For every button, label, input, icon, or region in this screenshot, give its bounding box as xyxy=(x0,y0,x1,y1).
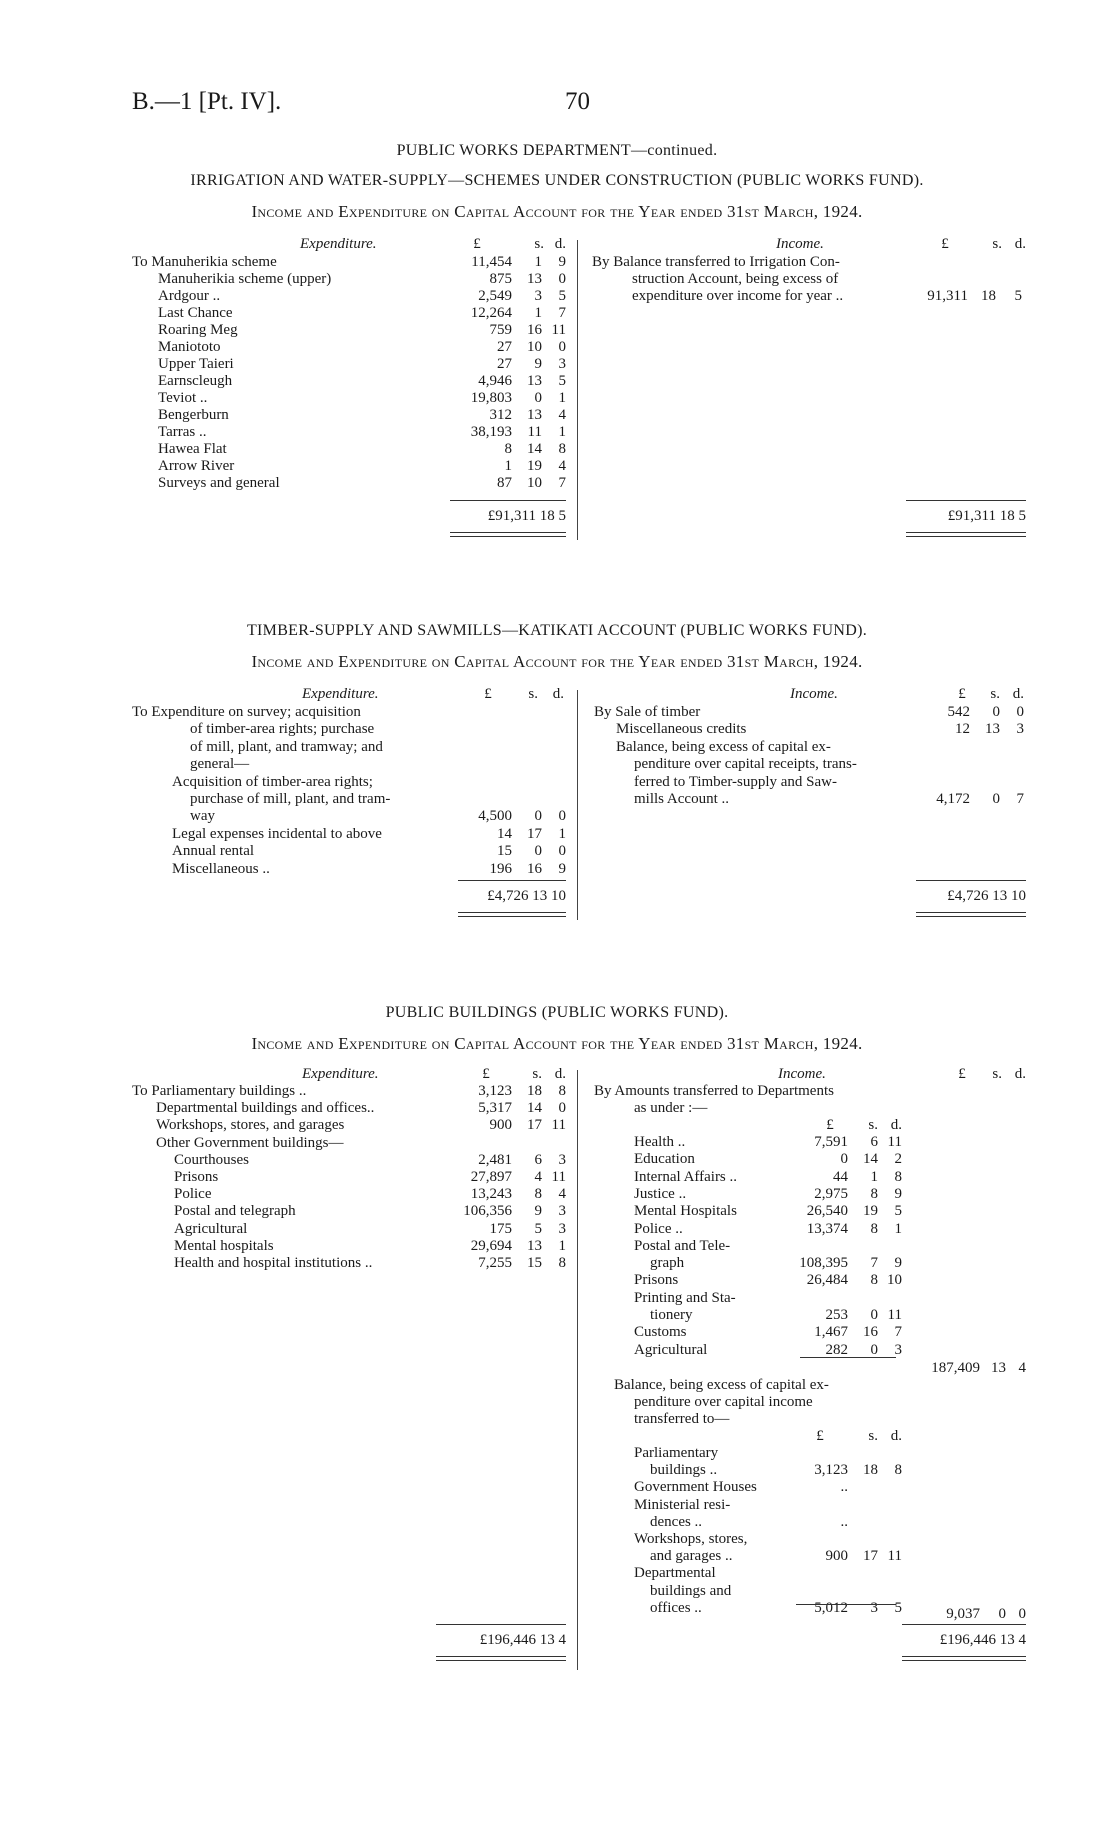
amount-shillings: 17 xyxy=(527,1117,542,1134)
amount-pounds: 27,897 xyxy=(470,1169,512,1185)
amount-pounds: 875 xyxy=(489,271,512,287)
department-title: PUBLIC WORKS DEPARTMENT—continued. xyxy=(396,142,718,159)
balance-label: Parliamentary xyxy=(634,1445,719,1461)
col-pence: d. xyxy=(1012,686,1024,702)
balance-line: Balance, being excess of capital ex- xyxy=(614,1377,829,1393)
amount-pounds: 11,454 xyxy=(471,254,512,270)
amount-shillings: 6 xyxy=(870,1134,878,1150)
amount-shillings: 13 xyxy=(985,721,1000,738)
amount-pounds: 27 xyxy=(497,339,512,355)
expenditure-item-label: Other Government buildings— xyxy=(156,1134,344,1151)
timber-subheading: Income and Expenditure on Capital Account for the Year ended 31st March, 1924. xyxy=(251,652,863,671)
amount-pence: 7 xyxy=(1016,791,1024,807)
timber-expenditure-total: £4,726 13 10 xyxy=(487,888,566,904)
amount-pounds: 900 xyxy=(825,1548,848,1565)
department-label: Mental Hospitals xyxy=(634,1203,737,1220)
amount-pounds: 5,317 xyxy=(478,1100,512,1117)
department-label: Postal and Tele- xyxy=(634,1237,731,1254)
amount-pounds: 2,549 xyxy=(478,288,512,304)
expenditure-item-label: Hawea Flat xyxy=(158,441,227,457)
amount-shillings: 9 xyxy=(534,356,542,372)
col-pounds: £ xyxy=(958,1066,966,1082)
amount-pence: 0 xyxy=(1018,1606,1026,1622)
col-shillings: s. xyxy=(534,236,544,252)
expenditure-line: Acquisition of timber-area rights; xyxy=(172,773,373,790)
amount-pence: 3 xyxy=(894,1341,902,1358)
irrigation-subheading: Income and Expenditure on Capital Account for the Year ended 31st March, 1924. xyxy=(251,202,863,221)
amount-pence: 5 xyxy=(558,373,566,389)
expenditure-item-label: To Manuherikia scheme xyxy=(132,254,277,270)
expenditure-item-label: Health and hospital institutions .. xyxy=(174,1255,373,1271)
expenditure-item-label: Bengerburn xyxy=(158,407,229,423)
amount-shillings: 9 xyxy=(534,1203,542,1220)
amount-pounds: 187,409 xyxy=(931,1360,980,1376)
col-shillings: s. xyxy=(992,236,1002,252)
amount-pounds: 4,172 xyxy=(936,791,970,807)
amount-shillings: 8 xyxy=(870,1220,878,1237)
amount-pounds: 91,311 xyxy=(927,288,968,304)
amount-pence: 11 xyxy=(887,1134,902,1150)
balance-label: Government Houses xyxy=(634,1479,757,1496)
timber-income-total: £4,726 13 10 xyxy=(947,888,1026,904)
balance-label: buildings .. xyxy=(650,1462,718,1479)
total-rule xyxy=(450,500,566,501)
amount-pounds: 7,591 xyxy=(814,1134,848,1150)
expenditure-item-label: Arrow River xyxy=(158,458,235,474)
income-line: penditure over capital receipts, trans- xyxy=(634,756,857,773)
amount-pence: 4 xyxy=(558,458,566,474)
amount-pounds: 196 xyxy=(489,860,512,877)
expenditure-item-label: Workshops, stores, and garages xyxy=(156,1117,345,1134)
amount-shillings: 10 xyxy=(527,339,542,355)
amount-pounds: 4,946 xyxy=(478,373,512,389)
amount-pence: 8 xyxy=(558,1083,566,1099)
irrigation-income-line: expenditure over income for year .. xyxy=(632,288,844,304)
col-pounds: £ xyxy=(816,1428,824,1444)
balance-label: offices .. xyxy=(650,1599,702,1616)
total-rule xyxy=(906,500,1026,501)
amount-pence: 3 xyxy=(558,356,566,372)
expenditure-item-label: Surveys and general xyxy=(158,475,280,491)
expenditure-item-label: Prisons xyxy=(174,1169,219,1185)
amount-pounds: 1 xyxy=(504,458,512,474)
amount-pence: 9 xyxy=(558,860,566,877)
amount-pence: 9 xyxy=(894,1255,902,1272)
amount-pence: 1 xyxy=(558,390,566,406)
buildings-income-intro: By Amounts transferred to Departments xyxy=(594,1083,834,1099)
amount-pence: 3 xyxy=(1016,721,1024,738)
amount-pence: 4 xyxy=(1018,1360,1026,1376)
amount-pounds: 253 xyxy=(825,1307,848,1323)
expenditure-line: Legal expenses incidental to above xyxy=(172,825,382,842)
amount-pence: 5 xyxy=(894,1203,902,1220)
amount-pence: 4 xyxy=(558,1186,566,1203)
buildings-income-total: £196,446 13 4 xyxy=(939,1632,1026,1648)
balance-label: Ministerial resi- xyxy=(634,1496,731,1513)
amount-pounds: 900 xyxy=(489,1117,512,1134)
balance-label: buildings and xyxy=(650,1582,732,1599)
amount-pounds: 2,481 xyxy=(478,1151,512,1168)
amount-shillings: 17 xyxy=(863,1548,878,1565)
balance-line: penditure over capital income xyxy=(634,1394,813,1410)
timber-income-header: Income. xyxy=(790,686,838,702)
department-label: Police .. xyxy=(634,1220,683,1237)
irrigation-heading: IRRIGATION AND WATER-SUPPLY—SCHEMES UNDER CONSTRUCTION (PUBLIC WORKS FUND). xyxy=(190,172,924,189)
amount-pounds: 44 xyxy=(833,1168,848,1185)
expenditure-line: purchase of mill, plant, and tram- xyxy=(190,791,391,807)
amount-pence: 0 xyxy=(558,808,566,825)
amount-pounds: 0 xyxy=(840,1151,848,1168)
amount-pounds: 5,012 xyxy=(814,1599,848,1616)
expenditure-item-label: Upper Taieri xyxy=(158,356,234,372)
amount-shillings: 4 xyxy=(534,1169,542,1185)
amount-shillings: 5 xyxy=(534,1220,542,1237)
amount-pounds: 14 xyxy=(497,825,512,842)
department-label: Health .. xyxy=(634,1134,686,1150)
amount-shillings: 13 xyxy=(527,407,542,423)
expenditure-item-label: Departmental buildings and offices.. xyxy=(156,1100,375,1117)
expenditure-item-label: Ardgour .. xyxy=(158,288,221,304)
amount-pence: 5 xyxy=(894,1599,902,1616)
expenditure-line: To Expenditure on survey; acquisition xyxy=(132,704,361,720)
col-pence: d. xyxy=(890,1428,902,1444)
amount-pence: 1 xyxy=(894,1220,902,1237)
amount-pence: 11 xyxy=(887,1307,902,1323)
amount-pounds: 12 xyxy=(955,721,970,738)
buildings-income-intro: as under :— xyxy=(634,1100,708,1116)
col-pence: d. xyxy=(552,686,564,702)
amount-pounds: 15 xyxy=(497,843,512,860)
amount-shillings: 0 xyxy=(534,843,542,860)
amount-shillings: 1 xyxy=(870,1168,878,1185)
total-double-rule xyxy=(458,912,566,917)
col-shillings: s. xyxy=(528,686,538,702)
amount-pounds: 87 xyxy=(497,475,512,491)
amount-pounds: 759 xyxy=(489,322,512,338)
expenditure-line: of timber-area rights; purchase xyxy=(190,721,375,738)
department-label: Education xyxy=(634,1151,695,1168)
amount-pence: 0 xyxy=(558,339,566,355)
balance-label: Departmental xyxy=(634,1565,716,1582)
amount-shillings: 14 xyxy=(527,441,542,457)
department-label: Agricultural xyxy=(634,1341,708,1358)
amount-pounds: 108,395 xyxy=(799,1255,848,1272)
col-pounds: £ xyxy=(484,686,492,702)
amount-pence: 7 xyxy=(894,1324,902,1341)
income-line: Miscellaneous credits xyxy=(616,721,747,738)
total-double-rule xyxy=(916,912,1026,917)
col-pounds: £ xyxy=(482,1066,490,1082)
column-divider xyxy=(577,690,578,920)
balance-label: dences .. xyxy=(650,1513,703,1530)
department-label: tionery xyxy=(650,1307,693,1323)
amount-shillings: 13 xyxy=(527,373,542,389)
column-divider xyxy=(577,1070,578,1670)
col-pounds: £ xyxy=(941,236,949,252)
amount-pounds: 26,540 xyxy=(806,1203,848,1220)
amount-pence: 4 xyxy=(558,407,566,423)
expenditure-line: Miscellaneous .. xyxy=(172,860,270,877)
amount-pence: 2 xyxy=(894,1151,902,1168)
balance-line: transferred to— xyxy=(634,1411,730,1427)
amount-shillings: 18 xyxy=(863,1462,878,1479)
amount-pence: 11 xyxy=(887,1548,902,1565)
total-double-rule xyxy=(902,1656,1026,1661)
income-line: Balance, being excess of capital ex- xyxy=(616,738,831,755)
amount-pence: 8 xyxy=(894,1168,902,1185)
col-pence: d. xyxy=(1014,236,1026,252)
amount-shillings: 8 xyxy=(534,1186,542,1203)
amount-pence: 0 xyxy=(1016,704,1024,720)
irrigation-income-total: £91,311 18 5 xyxy=(947,508,1026,524)
amount-shillings: 0 xyxy=(870,1307,878,1323)
col-shillings: s. xyxy=(868,1428,878,1444)
amount-shillings: 13 xyxy=(991,1360,1006,1376)
amount-pence: 0 xyxy=(558,843,566,860)
page-number: 70 xyxy=(565,88,590,115)
amount-pounds: 27 xyxy=(497,356,512,372)
income-line: By Sale of timber xyxy=(594,704,701,720)
buildings-heading: PUBLIC BUILDINGS (PUBLIC WORKS FUND). xyxy=(385,1004,729,1021)
expenditure-line: Annual rental xyxy=(172,843,255,860)
col-pence: d. xyxy=(1014,1066,1026,1082)
amount-shillings: 18 xyxy=(981,288,996,304)
col-pence: d. xyxy=(554,236,566,252)
expenditure-item-label: To Parliamentary buildings .. xyxy=(132,1083,307,1099)
amount-pence: 8 xyxy=(558,1255,566,1271)
expenditure-item-label: Last Chance xyxy=(158,305,233,321)
amount-pounds: .. xyxy=(840,1513,848,1530)
amount-shillings: 13 xyxy=(527,271,542,287)
amount-pounds: 3,123 xyxy=(478,1083,512,1099)
amount-pence: 9 xyxy=(558,254,566,270)
document-code: B.—1 [Pt. IV]. xyxy=(132,88,282,115)
col-pence: d. xyxy=(890,1117,902,1133)
amount-shillings: 1 xyxy=(534,305,542,321)
amount-pounds: 12,264 xyxy=(470,305,512,321)
col-pounds: £ xyxy=(826,1117,834,1133)
amount-pounds: 7,255 xyxy=(478,1255,512,1271)
amount-pence: 11 xyxy=(551,1117,566,1134)
expenditure-item-label: Teviot .. xyxy=(158,390,208,406)
income-line: mills Account .. xyxy=(634,791,729,807)
expenditure-line: general— xyxy=(190,756,250,773)
col-pounds: £ xyxy=(473,236,481,252)
amount-shillings: 14 xyxy=(527,1100,542,1117)
amount-pence: 11 xyxy=(551,1169,566,1185)
col-shillings: s. xyxy=(990,686,1000,702)
amount-shillings: 13 xyxy=(527,1237,542,1254)
amount-pence: 3 xyxy=(558,1151,566,1168)
expenditure-item-label: Tarras .. xyxy=(158,424,207,440)
amount-pounds: 29,694 xyxy=(470,1237,512,1254)
expenditure-item-label: Roaring Meg xyxy=(158,322,238,338)
amount-pounds: 282 xyxy=(825,1341,848,1358)
department-label: Printing and Sta- xyxy=(634,1289,736,1306)
amount-shillings: 0 xyxy=(998,1606,1006,1622)
expenditure-item-label: Maniototo xyxy=(158,339,221,355)
amount-shillings: 16 xyxy=(527,860,542,877)
expenditure-line: way xyxy=(190,808,215,825)
amount-shillings: 14 xyxy=(863,1151,878,1168)
amount-pounds: 4,500 xyxy=(478,808,512,825)
amount-shillings: 0 xyxy=(992,791,1000,807)
amount-shillings: 0 xyxy=(534,808,542,825)
buildings-expenditure-header: Expenditure. xyxy=(302,1066,379,1082)
amount-pence: 5 xyxy=(558,288,566,304)
amount-shillings: 8 xyxy=(870,1185,878,1202)
department-label: Prisons xyxy=(634,1272,679,1289)
amount-pence: 8 xyxy=(558,441,566,457)
amount-pounds: .. xyxy=(840,1479,848,1496)
amount-shillings: 6 xyxy=(534,1151,542,1168)
department-label: Justice .. xyxy=(634,1185,687,1202)
amount-pounds: 542 xyxy=(947,704,970,720)
amount-pence: 1 xyxy=(558,424,566,440)
amount-pence: 1 xyxy=(558,825,566,842)
amount-pence: 0 xyxy=(558,271,566,287)
amount-pence: 8 xyxy=(894,1462,902,1479)
amount-pounds: 38,193 xyxy=(470,424,512,440)
amount-shillings: 15 xyxy=(527,1255,542,1271)
amount-pounds: 312 xyxy=(489,407,512,423)
total-double-rule xyxy=(436,1656,566,1661)
amount-pence: 10 xyxy=(887,1272,902,1289)
irrigation-income-line: By Balance transferred to Irrigation Con- xyxy=(592,254,840,270)
subtotal-rule xyxy=(800,1357,896,1358)
amount-shillings: 0 xyxy=(534,390,542,406)
amount-pounds: 8 xyxy=(504,441,512,457)
amount-pounds: 13,243 xyxy=(470,1186,512,1203)
amount-pounds: 1,467 xyxy=(814,1324,848,1341)
total-rule xyxy=(458,880,566,881)
income-line: ferred to Timber-supply and Saw- xyxy=(634,773,838,790)
amount-shillings: 10 xyxy=(527,475,542,491)
expenditure-line: of mill, plant, and tramway; and xyxy=(190,738,383,755)
amount-pounds: 26,484 xyxy=(806,1272,848,1289)
subtotal-rule xyxy=(796,1604,896,1605)
expenditure-item-label: Earnscleugh xyxy=(158,373,233,389)
amount-shillings: 8 xyxy=(870,1272,878,1289)
col-pence: d. xyxy=(554,1066,566,1082)
amount-pounds: 3,123 xyxy=(814,1462,848,1479)
expenditure-item-label: Police xyxy=(174,1186,212,1203)
amount-pounds: 19,803 xyxy=(470,390,512,406)
amount-pounds: 106,356 xyxy=(463,1203,512,1220)
buildings-expenditure-total: £196,446 13 4 xyxy=(479,1632,566,1648)
total-rule xyxy=(916,880,1026,881)
amount-shillings: 1 xyxy=(534,254,542,270)
amount-shillings: 3 xyxy=(870,1599,878,1616)
amount-pence: 9 xyxy=(894,1185,902,1202)
amount-pence: 1 xyxy=(558,1237,566,1254)
total-rule xyxy=(902,1624,1026,1625)
amount-pence: 3 xyxy=(558,1220,566,1237)
column-divider xyxy=(577,240,578,540)
amount-pence: 7 xyxy=(558,475,566,491)
amount-pounds: 13,374 xyxy=(806,1220,848,1237)
amount-shillings: 11 xyxy=(527,424,542,440)
amount-pounds: 2,975 xyxy=(814,1185,848,1202)
buildings-subheading: Income and Expenditure on Capital Account for the Year ended 31st March, 1924. xyxy=(251,1034,863,1053)
expenditure-item-label: Courthouses xyxy=(174,1151,249,1168)
irrigation-expenditure-header: Expenditure. xyxy=(300,236,377,252)
department-label: Customs xyxy=(634,1324,687,1341)
total-rule xyxy=(436,1624,566,1625)
amount-pence: 7 xyxy=(558,305,566,321)
amount-shillings: 19 xyxy=(863,1203,878,1220)
total-double-rule xyxy=(906,532,1026,537)
irrigation-expenditure-total: £91,311 18 5 xyxy=(487,508,566,524)
amount-pence: 3 xyxy=(558,1203,566,1220)
total-double-rule xyxy=(450,532,566,537)
expenditure-item-label: Postal and telegraph xyxy=(174,1203,296,1220)
buildings-income-header: Income. xyxy=(778,1066,826,1082)
amount-shillings: 17 xyxy=(527,825,542,842)
timber-expenditure-header: Expenditure. xyxy=(302,686,379,702)
irrigation-income-header: Income. xyxy=(776,236,824,252)
amount-shillings: 3 xyxy=(534,288,542,304)
amount-shillings: 16 xyxy=(527,322,542,338)
col-shillings: s. xyxy=(868,1117,878,1133)
timber-heading: TIMBER-SUPPLY AND SAWMILLS—KATIKATI ACCOUNT (PUBLIC WORKS FUND). xyxy=(246,622,868,639)
amount-shillings: 19 xyxy=(527,458,542,474)
department-label: Internal Affairs .. xyxy=(634,1168,738,1185)
amount-pounds: 175 xyxy=(489,1220,512,1237)
amount-pence: 0 xyxy=(558,1100,566,1117)
balance-label: Workshops, stores, xyxy=(634,1531,748,1547)
col-shillings: s. xyxy=(532,1066,542,1082)
col-shillings: s. xyxy=(992,1066,1002,1082)
expenditure-item-label: Mental hospitals xyxy=(174,1237,274,1254)
col-pounds: £ xyxy=(958,686,966,702)
amount-pence: 5 xyxy=(1014,288,1022,304)
expenditure-item-label: Manuherikia scheme (upper) xyxy=(158,271,332,287)
amount-pounds: 9,037 xyxy=(946,1606,980,1622)
expenditure-item-label: Agricultural xyxy=(174,1220,248,1237)
amount-shillings: 16 xyxy=(863,1324,878,1341)
irrigation-income-line: struction Account, being excess of xyxy=(632,271,839,287)
amount-shillings: 7 xyxy=(870,1255,878,1272)
balance-label: and garages .. xyxy=(650,1548,733,1565)
amount-pence: 11 xyxy=(551,322,566,338)
amount-shillings: 18 xyxy=(527,1083,542,1099)
amount-shillings: 0 xyxy=(992,704,1000,720)
department-label: graph xyxy=(650,1255,685,1272)
amount-shillings: 0 xyxy=(870,1341,878,1358)
